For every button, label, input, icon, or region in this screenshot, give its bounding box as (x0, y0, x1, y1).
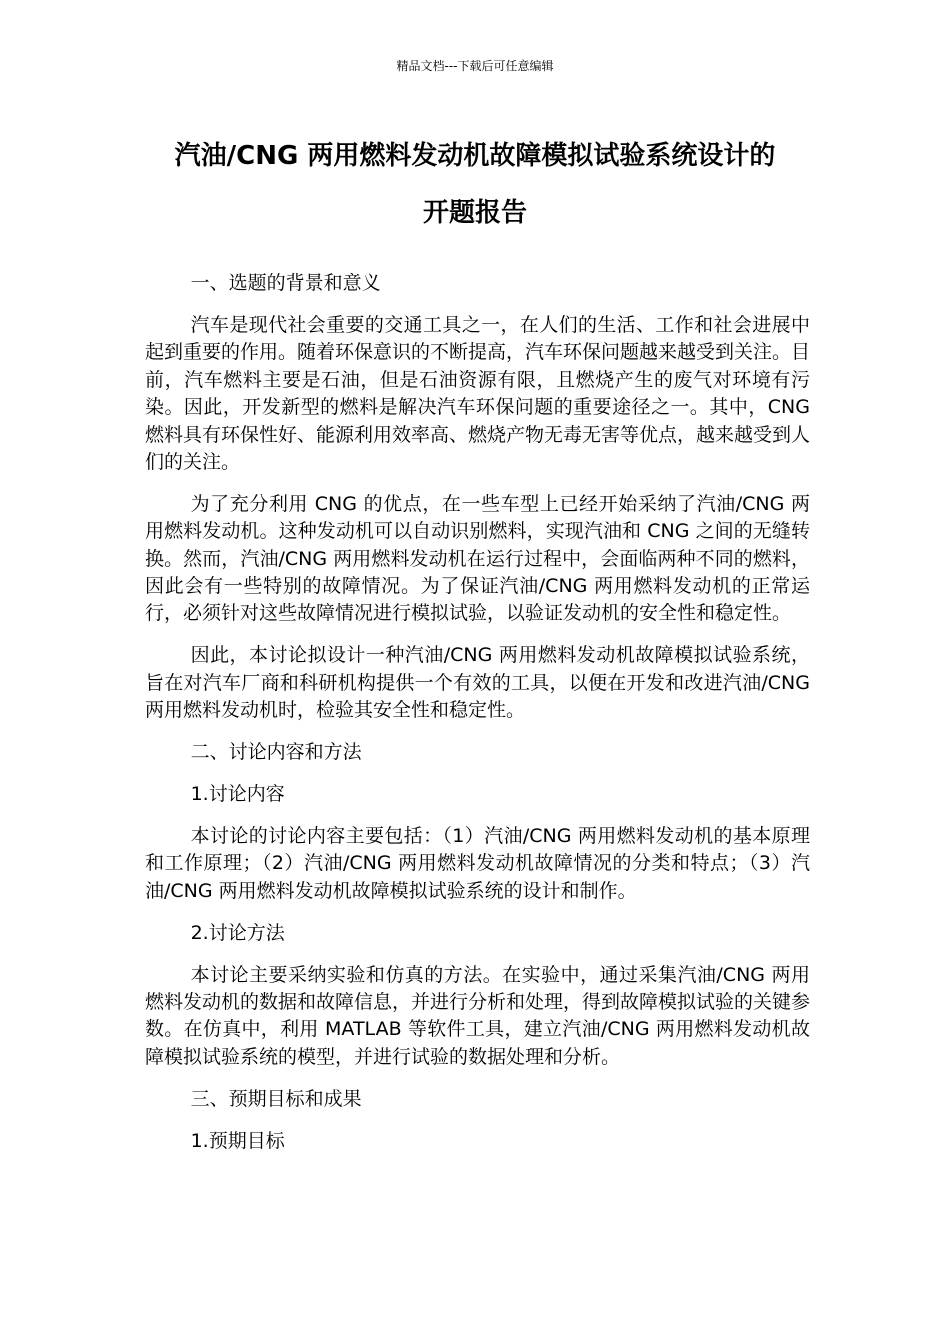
paragraph-research-methods: 本讨论主要采纳实验和仿真的方法。在实验中，通过采集汽油/CNG 两用燃料发动机的数据和故障信息，并进行分析和处理，得到故障模拟试验的关键参数。在仿真中，利用 MATLAB 等软件工具，建立汽油/CNG 两用燃料发动机故障模拟试验系统的模型，并进行试验的数据处理和分析。 (145, 963, 811, 1068)
document-body (145, 270, 810, 1169)
paragraph-research-content: 本讨论的讨论内容主要包括：（1）汽油/CNG 两用燃料发动机的基本原理和工作原理；（2）汽油/CNG 两用燃料发动机故障情况的分类和特点；（3）汽油/CNG 两用燃料发动机故障模拟试验系统的设计和制作。 (145, 824, 810, 902)
subheading-expected-goals: 1.预期目标 (190, 1129, 285, 1152)
document-title-line-1: 汽油/CNG 两用燃料发动机故障模拟试验系统设计的 (174, 141, 776, 171)
section-heading-content-methods: 二、讨论内容和方法 (190, 741, 362, 764)
subheading-research-methods: 2.讨论方法 (190, 921, 285, 944)
subheading-research-content: 1.讨论内容 (190, 783, 285, 805)
page-header: 精品文档---下载后可任意编辑 (396, 59, 554, 73)
document-title-line-2: 开题报告 (422, 198, 527, 228)
paragraph-background-2: 为了充分利用 CNG 的优点，在一些车型上已经开始采纳了汽油/CNG 两用燃料发动机。这种发动机可以自动识别燃料，实现汽油和 CNG 之间的无缝转换。然而，汽油/CNG 两用燃料发动机在运行过程中，会面临两种不同的燃料，因此会有一些特别的故障情况。为了保证汽油/CNG 两用燃料发动机的正常运行，必须针对这些故障情况进行模拟试验，以验证发动机的安全性和稳定性。 (145, 492, 810, 625)
section-heading-goals: 三、预期目标和成果 (190, 1087, 362, 1110)
section-heading-background: 一、选题的背景和意义 (190, 272, 381, 294)
paragraph-background-1: 汽车是现代社会重要的交通工具之一，在人们的生活、工作和社会进展中起到重要的作用。随着环保意识的不断提高，汽车环保问题越来越受到关注。目前，汽车燃料主要是石油，但是石油资源有限，且燃烧产生的废气对环境有污染。因此，开发新型的燃料是解决汽车环保问题的重要途径之一。其中，CNG 燃料具有环保性好、能源利用效率高、燃烧产物无毒无害等优点，越来越受到人们的关注。 (145, 313, 811, 473)
paragraph-background-3: 因此，本讨论拟设计一种汽油/CNG 两用燃料发动机故障模拟试验系统，旨在对汽车厂商和科研机构提供一个有效的工具，以便在开发和改进汽油/CNG 两用燃料发动机时，检验其安全性和稳定性。 (145, 644, 810, 722)
